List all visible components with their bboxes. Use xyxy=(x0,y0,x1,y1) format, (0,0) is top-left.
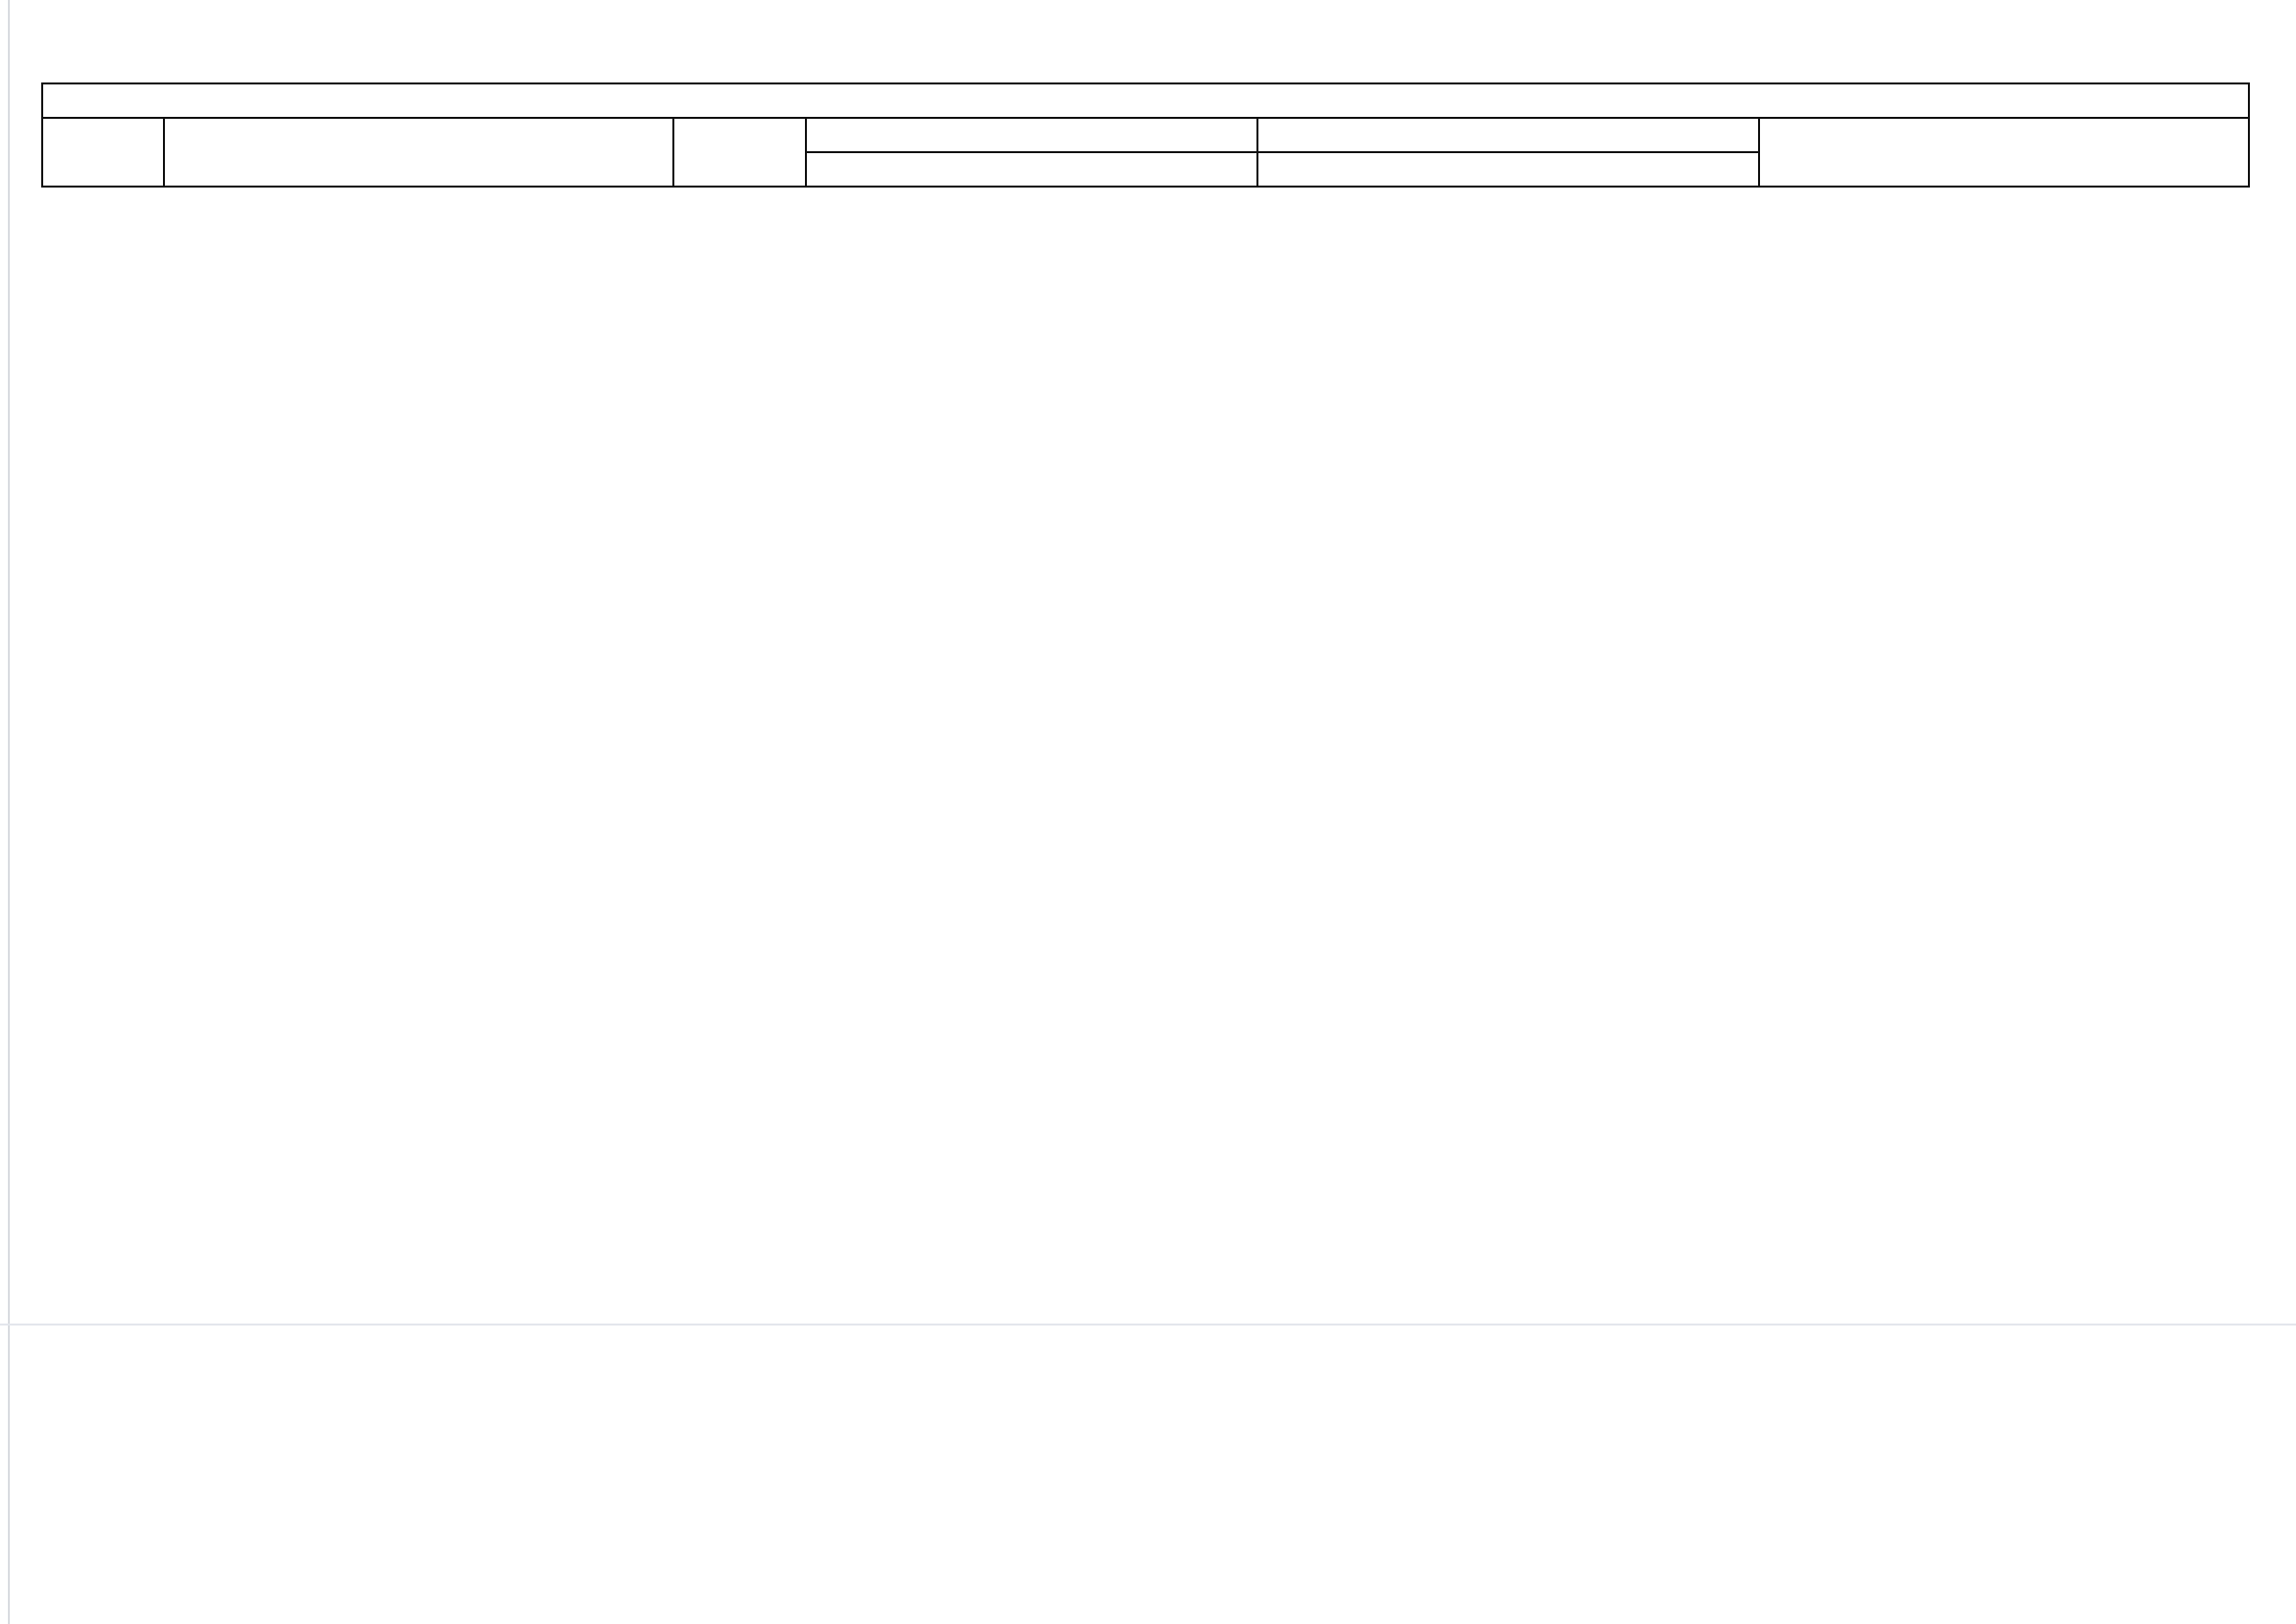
header-yield xyxy=(673,118,806,187)
header-name xyxy=(164,118,673,187)
scan-line xyxy=(0,1324,2296,1326)
scan-edge xyxy=(8,0,10,1624)
header-minerals xyxy=(1257,118,1760,152)
header-minerals-2 xyxy=(1257,152,1760,187)
table-header xyxy=(42,83,2249,187)
header-nutrients xyxy=(806,118,1257,152)
header-vitamins xyxy=(1759,118,2249,187)
header-code xyxy=(42,118,164,187)
nutrition-table xyxy=(41,82,2250,187)
header-nutrients-2 xyxy=(806,152,1257,187)
